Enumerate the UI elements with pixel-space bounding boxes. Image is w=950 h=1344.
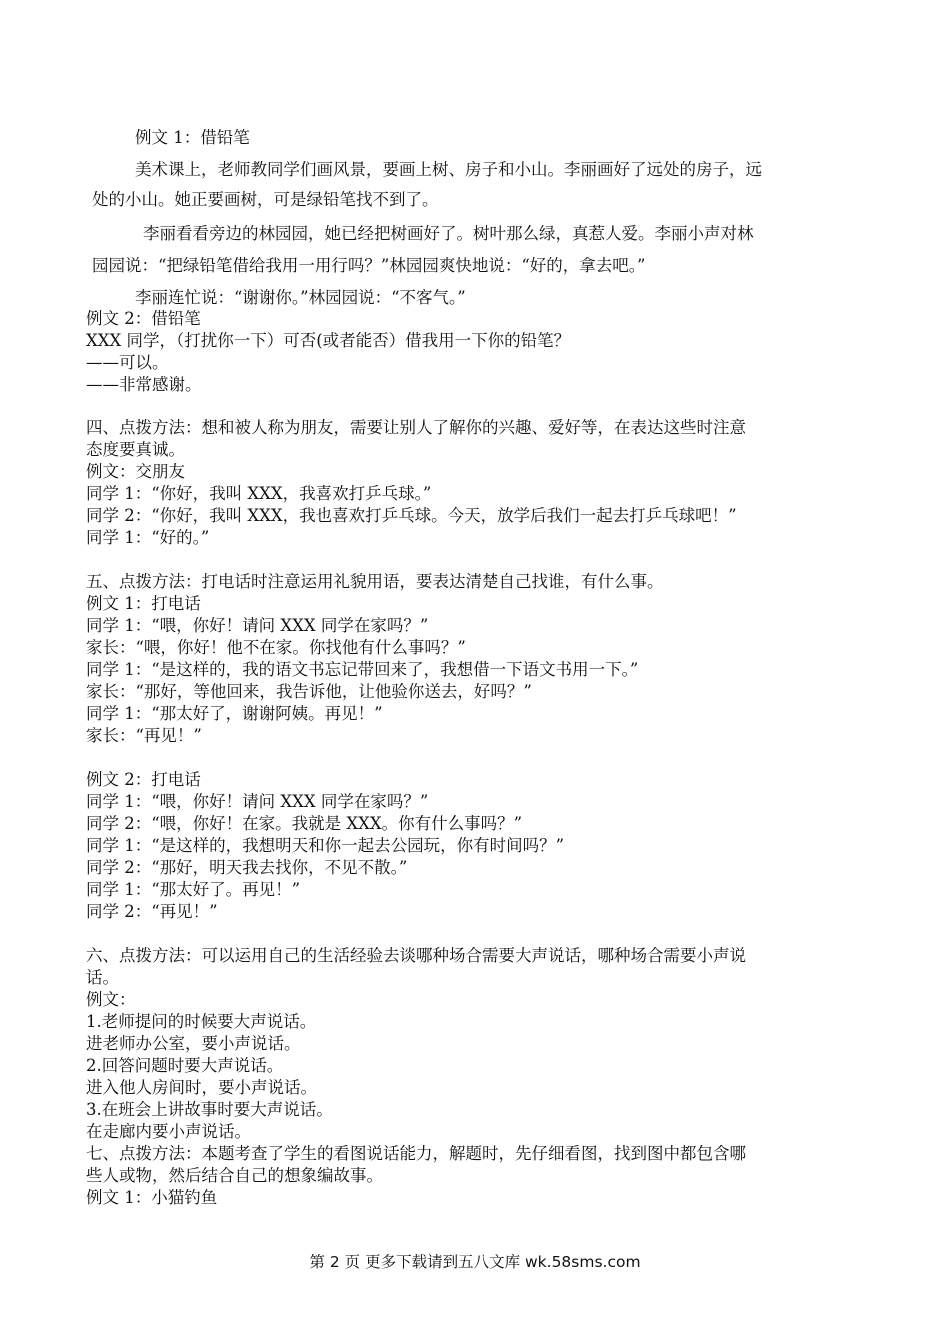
page-footer: 第 2 页 更多下载请到五八文库 wk.58sms.com <box>309 1253 641 1271</box>
dialogue-line: 同学 1：“喂，你好！请问 XXX 同学在家吗？” <box>86 616 429 635</box>
paragraph-line: 李丽看看旁边的林园园，她已经把树画好了。树叶那么绿，真惹人爱。李丽小声对林 <box>143 224 754 243</box>
example-heading: 例文 2：借铅笔 <box>86 309 201 328</box>
dialogue-line: 同学 1：“是这样的，我的语文书忘记带回来了，我想借一下语文书用一下。” <box>86 660 639 679</box>
list-item: 进入他人房间时，要小声说话。 <box>86 1078 317 1097</box>
dialogue-line: 同学 2：“再见！” <box>86 902 218 921</box>
dialogue-line: 家长：“再见！” <box>86 726 202 745</box>
section-heading: 五、点拨方法：打电话时注意运用礼貌用语，要表达清楚自己找谁，有什么事。 <box>86 572 664 591</box>
list-item: 3.在班会上讲故事时要大声说话。 <box>86 1100 333 1119</box>
dialogue-line: 同学 1：“喂，你好！请问 XXX 同学在家吗？” <box>86 792 429 811</box>
text-line: ——非常感谢。 <box>86 375 202 394</box>
example-heading: 例文 2：打电话 <box>86 770 201 789</box>
text-line: ——可以。 <box>86 353 169 372</box>
example-heading: 例文 1：借铅笔 <box>135 128 250 147</box>
dialogue-line: 同学 2：“那好，明天我去找你，不见不散。” <box>86 858 408 877</box>
dialogue-line: 同学 1：“好的。” <box>86 528 210 547</box>
text-line: 些人或物，然后结合自己的想象编故事。 <box>86 1166 383 1185</box>
section-heading: 四、点拨方法：想和被人称为朋友，需要让别人了解你的兴趣、爱好等，在表达这些时注意 <box>86 418 746 437</box>
dialogue-line: 同学 1：“那太好了。再见！” <box>86 880 301 899</box>
example-heading: 例文 1：打电话 <box>86 594 201 613</box>
example-heading: 例文 1：小猫钓鱼 <box>86 1188 218 1207</box>
section-heading: 六、点拨方法：可以运用自己的生活经验去谈哪种场合需要大声说话，哪种场合需要小声说 <box>86 946 746 965</box>
paragraph-line: 处的小山。她正要画树，可是绿铅笔找不到了。 <box>92 190 439 209</box>
list-item: 2.回答问题时要大声说话。 <box>86 1056 284 1075</box>
text-line: 态度要真诚。 <box>86 440 185 459</box>
dialogue-line: 同学 2：“你好，我叫 XXX，我也喜欢打乒乓球。今天，放学后我们一起去打乒乓球吧！” <box>86 506 737 525</box>
dialogue-line: 家长：“喂，你好！他不在家。你找他有什么事吗？” <box>86 638 466 657</box>
list-item: 1.老师提问的时候要大声说话。 <box>86 1012 317 1031</box>
paragraph-line: 园园说：“把绿铅笔借给我用一用行吗？”林园园爽快地说：“好的，拿去吧。” <box>92 256 646 275</box>
dialogue-line: 同学 1：“是这样的，我想明天和你一起去公园玩，你有时间吗？” <box>86 836 565 855</box>
list-item: 在走廊内要小声说话。 <box>86 1122 251 1141</box>
section-heading: 七、点拨方法：本题考查了学生的看图说话能力，解题时，先仔细看图，找到图中都包含哪 <box>86 1144 746 1163</box>
text-line: 话。 <box>86 968 119 987</box>
dialogue-line: 同学 1：“那太好了，谢谢阿姨。再见！” <box>86 704 383 723</box>
dialogue-line: 同学 2：“喂，你好！在家。我就是 XXX。你有什么事吗？” <box>86 814 523 833</box>
dialogue-line: 家长：“那好，等他回来，我告诉他，让他验你送去，好吗？” <box>86 682 532 701</box>
paragraph-line: 李丽连忙说：“谢谢你。”林园园说：“不客气。” <box>135 288 466 307</box>
list-item: 进老师办公室，要小声说话。 <box>86 1034 301 1053</box>
example-heading: 例文：交朋友 <box>86 462 185 481</box>
text-line: XXX 同学，（打扰你一下）可否(或者能否）借我用一下你的铅笔？ <box>86 331 571 350</box>
paragraph-line: 美术课上，老师教同学们画风景，要画上树、房子和小山。李丽画好了远处的房子，远 <box>135 160 762 179</box>
dialogue-line: 同学 1：“你好，我叫 XXX，我喜欢打乒乓球。” <box>86 484 432 503</box>
example-heading: 例文： <box>86 990 136 1009</box>
